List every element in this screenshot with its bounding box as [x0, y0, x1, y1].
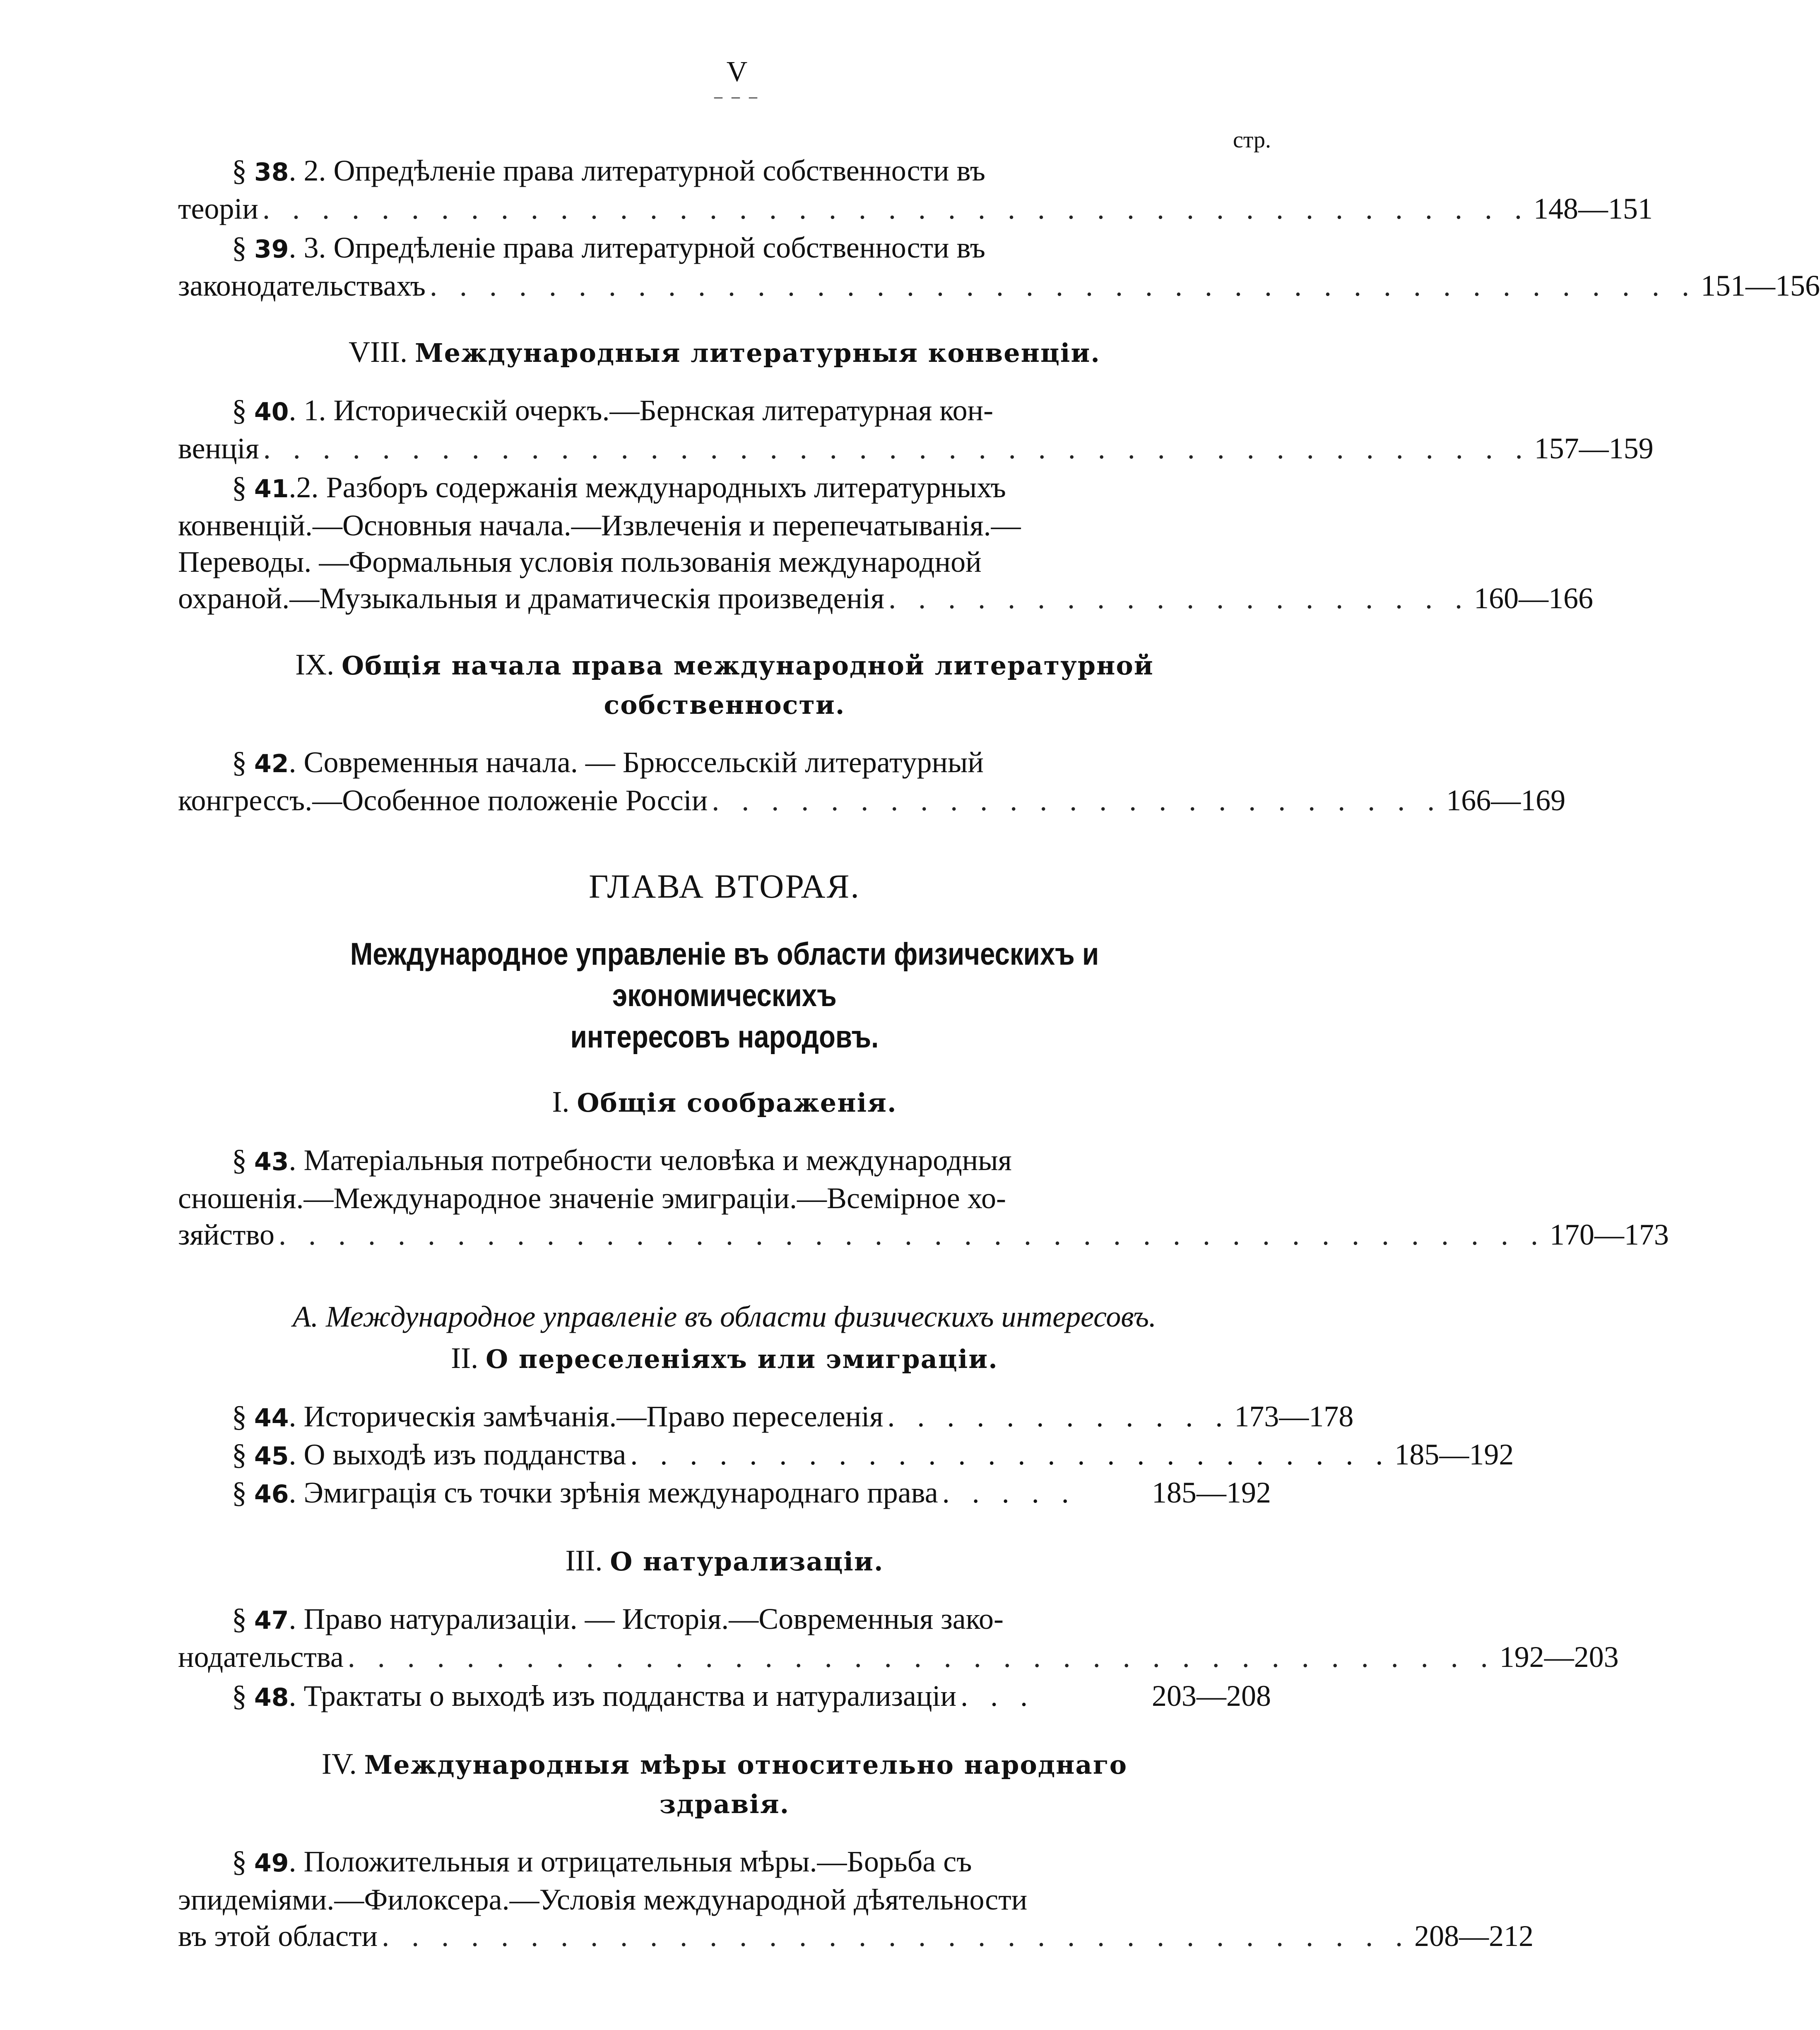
entry-title: Эмиграція съ точки зрѣнія международнаго права — [303, 1476, 938, 1509]
section-number: 47 — [254, 1606, 289, 1635]
leader-dots: . . . . . . . . . . . . . . . . . . . . . . . . . . . . . . . . . . . — [382, 1919, 1411, 1953]
toc-entry-41[interactable]: § 41.2. Разборъ содержанія международныхъ литературныхъ конвенцій.—Основныя начала.—Извлеченія и перепечатыванія.— Переводы. —Формальныя условія пользованія международной охраной.—Музыкальныя и драматическія произведенія . . . . . . . . . . . . . . . . . . . . 160—166 — [178, 469, 1271, 616]
toc-entry-47[interactable]: § 47. Право натурализаціи. — Исторія.—Современныя зако- нодательства . . . . . . . . . . . . . . . . . . . . . . . . . . . . . . . . . . . . . . . 192—203 — [178, 1601, 1271, 1675]
entry-title: Трактаты о выходѣ изъ подданства и натурализаціи — [303, 1679, 957, 1712]
section-number: 39 — [254, 235, 289, 264]
page-range: 208—212 — [1414, 1919, 1534, 1953]
page-range: 148—151 — [1533, 192, 1653, 225]
leader-dots: . . . . . . . . . . . . . . . . . . . . . . . . . . . . . . . . . . . . . . . . . . . — [279, 1218, 1546, 1251]
leader-dots: . . . . . . . . . . . . . . . . . . . . . . . . . . — [630, 1438, 1391, 1471]
section-heading-iii: III. О натурализаціи. — [565, 1544, 884, 1577]
section-heading-i: I. Общія соображенія. — [552, 1085, 897, 1118]
section-heading-viii: VIII. Международныя литературныя конвенціи. — [349, 335, 1100, 368]
toc-entry-46[interactable]: § 46. Эмиграція съ точки зрѣнія международнаго права . . . . . 185—192 — [178, 1474, 1271, 1512]
page-column-label: стр. — [1233, 127, 1271, 153]
page-range: 170—173 — [1550, 1218, 1669, 1251]
subpart-heading-a: А. Международное управленіе въ области физическихъ интересовъ. — [292, 1300, 1157, 1333]
leader-dots: . . . . . . . . . . . . — [887, 1400, 1230, 1433]
chapter-title: Международное управленіе въ области физическихъ и экономическихъ интересовъ народовъ. — [350, 937, 1099, 1055]
section-number: 45 — [254, 1442, 289, 1471]
section-number: 42 — [254, 749, 289, 778]
page-range: 160—166 — [1474, 582, 1594, 615]
entry-title: Историческій очеркъ.—Бернская литературная кон- — [333, 394, 994, 427]
page-range: 203—208 — [1152, 1679, 1271, 1712]
section-number: 49 — [254, 1849, 289, 1878]
leader-dots: . . . . . — [942, 1476, 1076, 1509]
entry-title: Право натурализаціи. — Исторія.—Современныя зако- — [303, 1602, 1004, 1635]
section-number: 41 — [254, 474, 289, 503]
chapter-label: ГЛАВА ВТОРАЯ. — [589, 867, 860, 905]
leader-dots: . . . . . . . . . . . . . . . . . . . . . . . . . . . . . . . . . . . . . . . . . . . — [430, 269, 1697, 302]
entry-title: Опредѣленіе права литературной собственности въ — [333, 154, 985, 187]
page-range: 192—203 — [1499, 1640, 1619, 1674]
leader-dots: . . . . . . . . . . . . . . . . . . . . . . . . . . . . . . . . . . . . . . . — [347, 1640, 1495, 1674]
toc-entry-45[interactable]: § 45. О выходѣ изъ подданства . . . . . . . . . . . . . . . . . . . . . . . . . . 185—192 — [178, 1436, 1271, 1474]
toc-entry-39[interactable]: § 39. 3. Опредѣленіе права литературной собственности въ законодательствахъ . . . . . . . . . . . . . . . . . . . . . . . . . . . . . . . . . . . . . . . . . . . 151—156 — [178, 229, 1271, 304]
entry-title: Матеріальныя потребности человѣка и международныя — [303, 1144, 1012, 1177]
entry-title: Современныя начала. — Брюссельскій литературный — [303, 746, 984, 779]
leader-dots: . . . . . . . . . . . . . . . . . . . . . . . . . . . . . . . . . . . . . . . . . . . — [262, 192, 1529, 225]
toc-entry-43[interactable]: § 43. Матеріальныя потребности человѣка и международныя сношенія.—Международное значеніе эмиграціи.—Всемірное хо- зяйство . . . . . . . . . . . . . . . . . . . . . . . . . . . . . . . . . . . . . . . . . . . 170—173 — [178, 1142, 1271, 1253]
toc-entry-49[interactable]: § 49. Положительныя и отрицательныя мѣры.—Борьба съ эпидеміями.—Филоксера.—Условія международной дѣятельности въ этой области . . . . . . . . . . . . . . . . . . . . . . . . . . . . . . . . . . . 208—212 — [178, 1843, 1271, 1954]
page-range: 185—192 — [1152, 1476, 1271, 1509]
toc-entry-38[interactable]: § 38. 2. Опредѣленіе права литературной собственности въ теоріи . . . . . . . . . . . . . . . . . . . . . . . . . . . . . . . . . . . . . . . . . . . 148—151 — [178, 152, 1271, 227]
section-number: 43 — [254, 1147, 289, 1176]
entry-title: Разборъ содержанія международныхъ литературныхъ — [326, 471, 1006, 504]
section-number: 46 — [254, 1480, 289, 1509]
toc-entry-48[interactable]: § 48. Трактаты о выходѣ изъ подданства и натурализаціи . . . 203—208 — [178, 1678, 1271, 1716]
page-range: 157—159 — [1534, 432, 1654, 465]
section-number: 48 — [254, 1683, 289, 1712]
page-range: 166—169 — [1446, 784, 1566, 817]
toc-entry-40[interactable]: § 40. 1. Историческій очеркъ.—Бернская литературная кон- венція . . . . . . . . . . . . . . . . . . . . . . . . . . . . . . . . . . . . . . . . . . . 157—159 — [178, 392, 1271, 467]
entry-title: Положительныя и отрицательныя мѣры.—Борьба съ — [303, 1845, 972, 1878]
leader-dots: . . . . . . . . . . . . . . . . . . . . . . . . . . . . . . . . . . . . . . . . . . . — [263, 432, 1530, 465]
section-heading-ix: IX. Общія начала права международной литературной собственности. — [295, 648, 1154, 720]
toc-entry-44[interactable]: § 44. Историческія замѣчанія.—Право переселенія . . . . . . . . . . . . 173—178 — [178, 1398, 1271, 1436]
entry-title: Историческія замѣчанія.—Право переселенія — [303, 1400, 884, 1433]
section-number: 38 — [254, 158, 289, 187]
toc-page — [178, 54, 1820, 1957]
toc-entry-42[interactable]: § 42. Современныя начала. — Брюссельскій литературный конгрессъ.—Особенное положеніе Россіи . . . . . . . . . . . . . . . . . . . . . . . . . 166—169 — [178, 744, 1271, 819]
page-range: 173—178 — [1234, 1400, 1354, 1433]
leader-dots: . . . . . . . . . . . . . . . . . . . . . . . . . — [712, 784, 1442, 817]
entry-title: Опредѣленіе права литературной собственности въ — [333, 231, 985, 264]
leader-dots: . . . — [961, 1679, 1035, 1712]
leader-dots: . . . . . . . . . . . . . . . . . . . . — [888, 582, 1470, 615]
section-number: 40 — [254, 397, 289, 426]
section-heading-iv: IV. Международныя мѣры относительно народнаго здравія. — [321, 1747, 1128, 1819]
page-range: 185—192 — [1394, 1438, 1514, 1471]
running-head — [203, 54, 1271, 106]
page-range: 151—156 — [1701, 269, 1820, 302]
page-number-roman: V — [726, 56, 748, 88]
section-heading-ii: II. О переселеніяхъ или эмиграціи. — [451, 1341, 998, 1375]
head-rule: – – – — [714, 87, 760, 106]
entry-title: О выходѣ изъ подданства — [303, 1438, 626, 1471]
section-number: 44 — [254, 1404, 289, 1433]
